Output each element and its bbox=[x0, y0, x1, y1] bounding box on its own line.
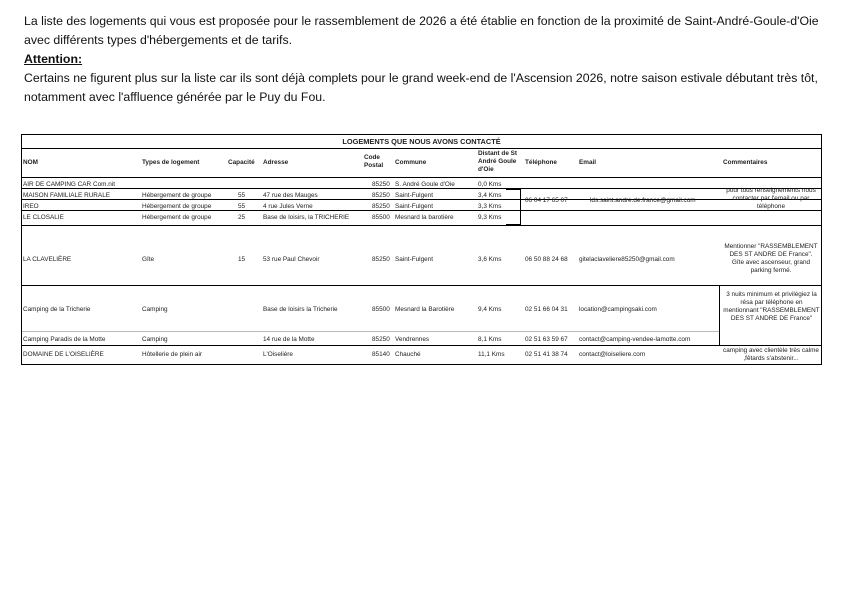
row-1-capacite: 55 bbox=[238, 192, 246, 199]
row-4-adresse: 53 rue Paul Chevoir bbox=[263, 256, 320, 263]
row-2-type: Hébergement de groupe bbox=[142, 203, 212, 210]
accommodation-table bbox=[21, 134, 822, 365]
header-type: Types de logement bbox=[142, 159, 200, 166]
row-2-code-postal: 85250 bbox=[372, 203, 390, 210]
row-6-distance: 8,1 Kms bbox=[478, 336, 502, 343]
intro-paragraph: La liste des logements qui vous est proposée pour le rassemblement de 2026 a été établie en fonction de la proximité de Saint-André-Goule-d'Oie avec différents types d'hébergements et de tarifs. bbox=[24, 14, 819, 47]
header-telephone: Téléphone bbox=[525, 159, 557, 166]
group-bracket bbox=[506, 189, 521, 225]
row-7-commune: Chauché bbox=[395, 351, 421, 358]
header-code-postal: Code Postal bbox=[364, 154, 384, 169]
row-7-adresse: L'Oiselière bbox=[263, 351, 293, 358]
row-7-nom: DOMAINE DE L'OISELIÈRE bbox=[23, 351, 104, 358]
campings-comment: 3 nuits minimum et privilégiez la résa par téléphone en mentionnant "RASSEMBLEMENT DES ST ANDRE DE France" bbox=[723, 291, 820, 322]
row-6-nom: Camping Paradis de la Motte bbox=[23, 336, 106, 343]
attention-label: Attention: bbox=[24, 52, 83, 66]
row-0-nom: AIR DE CAMPING CAR Com.nit bbox=[23, 181, 115, 188]
row-1-distance: 3,4 Kms bbox=[478, 192, 502, 199]
row-5-type: Camping bbox=[142, 306, 168, 313]
header-capacite: Capacité bbox=[228, 159, 255, 166]
row-4-distance: 3,6 Kms bbox=[478, 256, 502, 263]
row-2-distance: 3,3 Kms bbox=[478, 203, 502, 210]
row-3-commune: Mesnard la barotière bbox=[395, 214, 454, 221]
row-5-distance: 9,4 Kms bbox=[478, 306, 502, 313]
row-0-commune: S. André Goule d'Oie bbox=[395, 181, 455, 188]
intro-text bbox=[24, 12, 824, 107]
row-1-nom: MAISON FAMILIALE RURALE bbox=[23, 192, 111, 199]
header-commune: Commune bbox=[395, 159, 427, 166]
row-3-distance: 9,3 Kms bbox=[478, 214, 502, 221]
row-6-code-postal: 85250 bbox=[372, 336, 390, 343]
row-3-capacite: 25 bbox=[238, 214, 246, 221]
row-6-commune: Vendrennes bbox=[395, 336, 430, 343]
group-email: lds.saint.andre.de.france@gmail.com bbox=[590, 197, 696, 204]
row-7-code-postal: 85140 bbox=[372, 351, 390, 358]
row-1-type: Hébergement de groupe bbox=[142, 192, 212, 199]
header-email: Email bbox=[579, 159, 597, 166]
row-4-code-postal: 85250 bbox=[372, 256, 390, 263]
row-3-nom: LE CLOSALIE bbox=[23, 214, 64, 221]
row-4-email: gitelaclaveliere85250@gmail.com bbox=[579, 256, 675, 263]
row-6-adresse: 14 rue de la Motte bbox=[263, 336, 315, 343]
row-7-distance: 11,1 Kms bbox=[478, 351, 505, 358]
header-nom: NOM bbox=[23, 159, 38, 166]
row-7-telephone: 02 51 41 38 74 bbox=[525, 351, 568, 358]
row-4-commune: Saint-Fulgent bbox=[395, 256, 434, 263]
group-comment: pour tous renseignements nous contacter par l'email ou par téléphone bbox=[726, 187, 816, 210]
row-2-nom: IREO bbox=[23, 203, 39, 210]
row-2-adresse: 4 rue Jules Verne bbox=[263, 203, 313, 210]
row-5-email: location@campingsaki.com bbox=[579, 306, 657, 313]
row-6-type: Camping bbox=[142, 336, 168, 343]
row-7-comment: camping avec clientèle très calme ,fêtards s'abstenir... bbox=[723, 347, 819, 362]
row-1-adresse: 47 rue des Mauges bbox=[263, 192, 318, 199]
row-5-nom: Camping de la Tricherie bbox=[23, 306, 91, 313]
row-0-code-postal: 85250 bbox=[372, 181, 390, 188]
row-3-adresse: Base de loisirs, la TRICHERIE bbox=[263, 214, 350, 221]
row-4-capacite: 15 bbox=[238, 256, 246, 263]
row-4-comment: Mentionner "RASSEMBLEMENT DES ST ANDRE DE France". Gîte avec ascenseur, grand parking fermé. bbox=[724, 243, 818, 274]
row-7-type: Hôtellerie de plein air bbox=[142, 351, 203, 358]
row-4-telephone: 06 50 88 24 68 bbox=[525, 256, 568, 263]
table-title: LOGEMENTS QUE NOUS AVONS CONTACTÉ bbox=[22, 135, 821, 149]
row-4-nom: LA CLAVELIÈRE bbox=[23, 256, 72, 263]
attention-paragraph: Certains ne figurent plus sur la liste car ils sont déjà complets pour le grand week-end de l'Ascension 2026, notre saison estivale débutant très tôt, notamment avec l'affluence générée par le Puy du Fou. bbox=[24, 71, 818, 104]
row-4-type: Gîte bbox=[142, 256, 155, 263]
row-2-capacite: 55 bbox=[238, 203, 246, 210]
row-1-code-postal: 85250 bbox=[372, 192, 390, 199]
header-commentaires: Commentaires bbox=[723, 159, 768, 166]
row-1-commune: Saint-Fulgent bbox=[395, 192, 434, 199]
row-3-type: Hébergement de groupe bbox=[142, 214, 212, 221]
header-adresse: Adresse bbox=[263, 159, 289, 166]
group-telephone: 06 04 17 65 07 bbox=[525, 197, 568, 204]
row-2-commune: Saint-Fulgent bbox=[395, 203, 434, 210]
header-distance: Distant de St André Goule d'Oie bbox=[478, 150, 518, 173]
row-7-email: contact@loiseliere.com bbox=[579, 351, 646, 358]
row-5-telephone: 02 51 66 04 31 bbox=[525, 306, 568, 313]
row-5-commune: Mesnard la Barotière bbox=[395, 306, 455, 313]
row-6-telephone: 02 51 63 59 67 bbox=[525, 336, 568, 343]
row-0-distance: 0,0 Kms bbox=[478, 181, 502, 188]
row-5-adresse: Base de loisirs la Tricherie bbox=[263, 306, 338, 313]
row-6-email: contact@camping-vendee-lamotte.com bbox=[579, 336, 691, 343]
row-5-code-postal: 85500 bbox=[372, 306, 390, 313]
row-3-code-postal: 85500 bbox=[372, 214, 390, 221]
